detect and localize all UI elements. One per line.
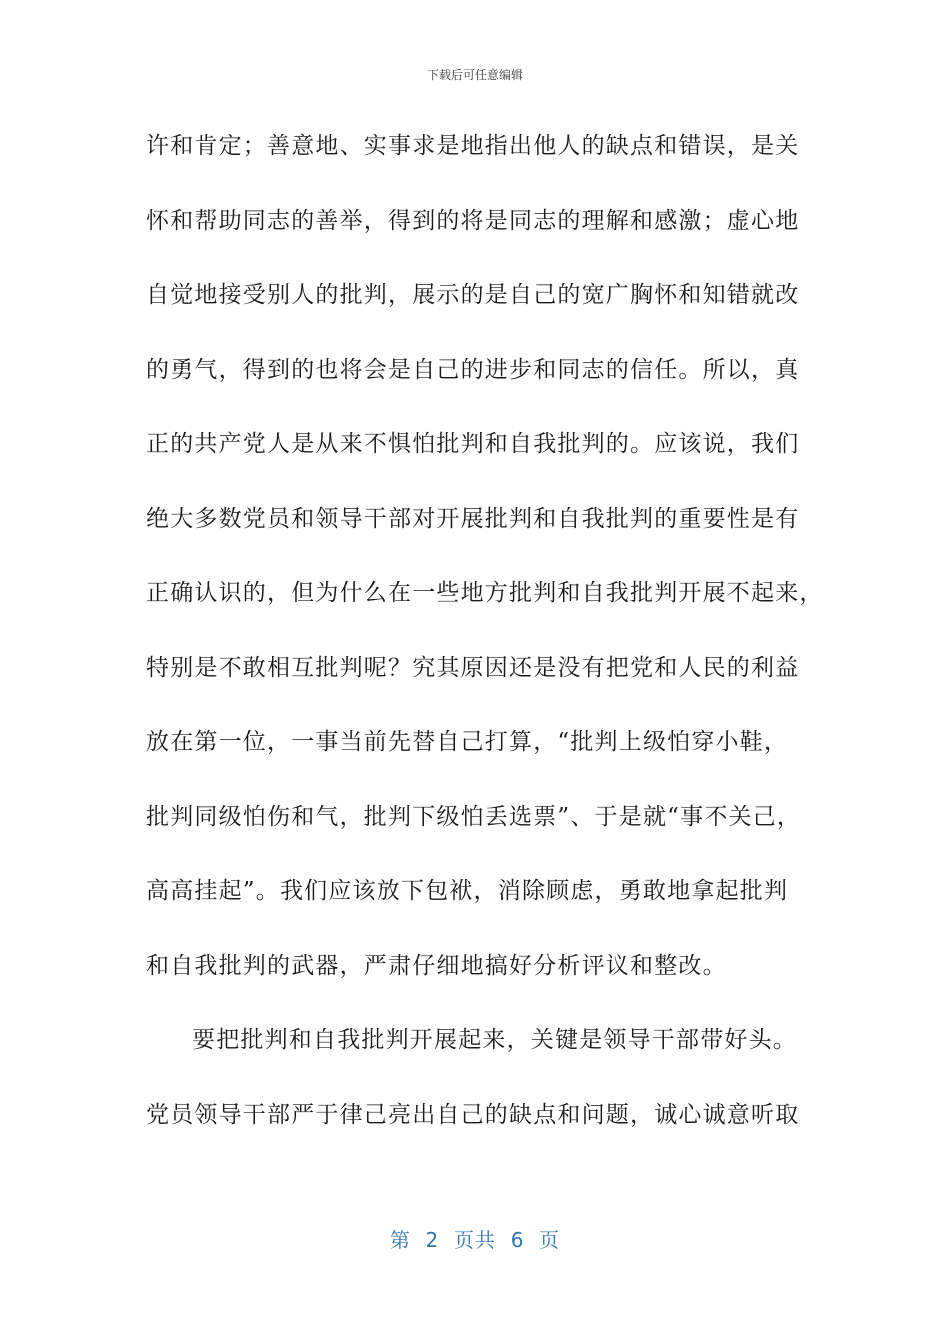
text-line: 和自我批判的武器，严肃仔细地搞好分析评议和整改。 — [146, 952, 727, 979]
text-line: 放在第一位，一事当前先替自己打算，“批判上级怕穿小鞋， — [146, 729, 789, 755]
text-line: 怀和帮助同志的善举，得到的将是同志的理解和感激；虚心地 — [146, 207, 800, 234]
text-line: 党员领导干部严于律己亮出自己的缺点和问题，诚心诚意听取 — [146, 1101, 800, 1128]
page-footer — [0, 1224, 950, 1253]
page-number: 第 2 页共 6 页 — [389, 1228, 561, 1252]
text-line: 特别是不敢相互批判呢？究其原因还是没有把党和人民的利益 — [146, 654, 800, 681]
text-line: 许和肯定；善意地、实事求是地指出他人的缺点和错误，是关 — [146, 133, 800, 159]
text-line: 批判同级怕伤和气，批判下级怕丢选票”、于是就“事不关己， — [146, 803, 802, 830]
text-line: 的勇气，得到的也将会是自己的进步和同志的信任。所以，真 — [146, 356, 800, 383]
text-line: 正的共产党人是从来不惧怕批判和自我批判的。应该说，我们 — [146, 431, 800, 457]
text-line: 自觉地接受别人的批判，展示的是自己的宽广胸怀和知错就改 — [146, 282, 800, 308]
paragraph-start-line: 要把批判和自我批判开展起来，关键是领导干部带好头。 — [192, 1027, 797, 1053]
text-line: 高高挂起”。我们应该放下包袱，消除顾虑，勇敢地拿起批判 — [146, 878, 789, 904]
page-header: 下载后可任意编辑 — [426, 68, 523, 82]
text-line: 正确认识的，但为什么在一些地方批判和自我批判开展不起来， — [146, 580, 824, 606]
text-line: 绝大多数党员和领导干部对开展批判和自我批判的重要性是有 — [146, 505, 800, 532]
document-body — [146, 126, 824, 1169]
